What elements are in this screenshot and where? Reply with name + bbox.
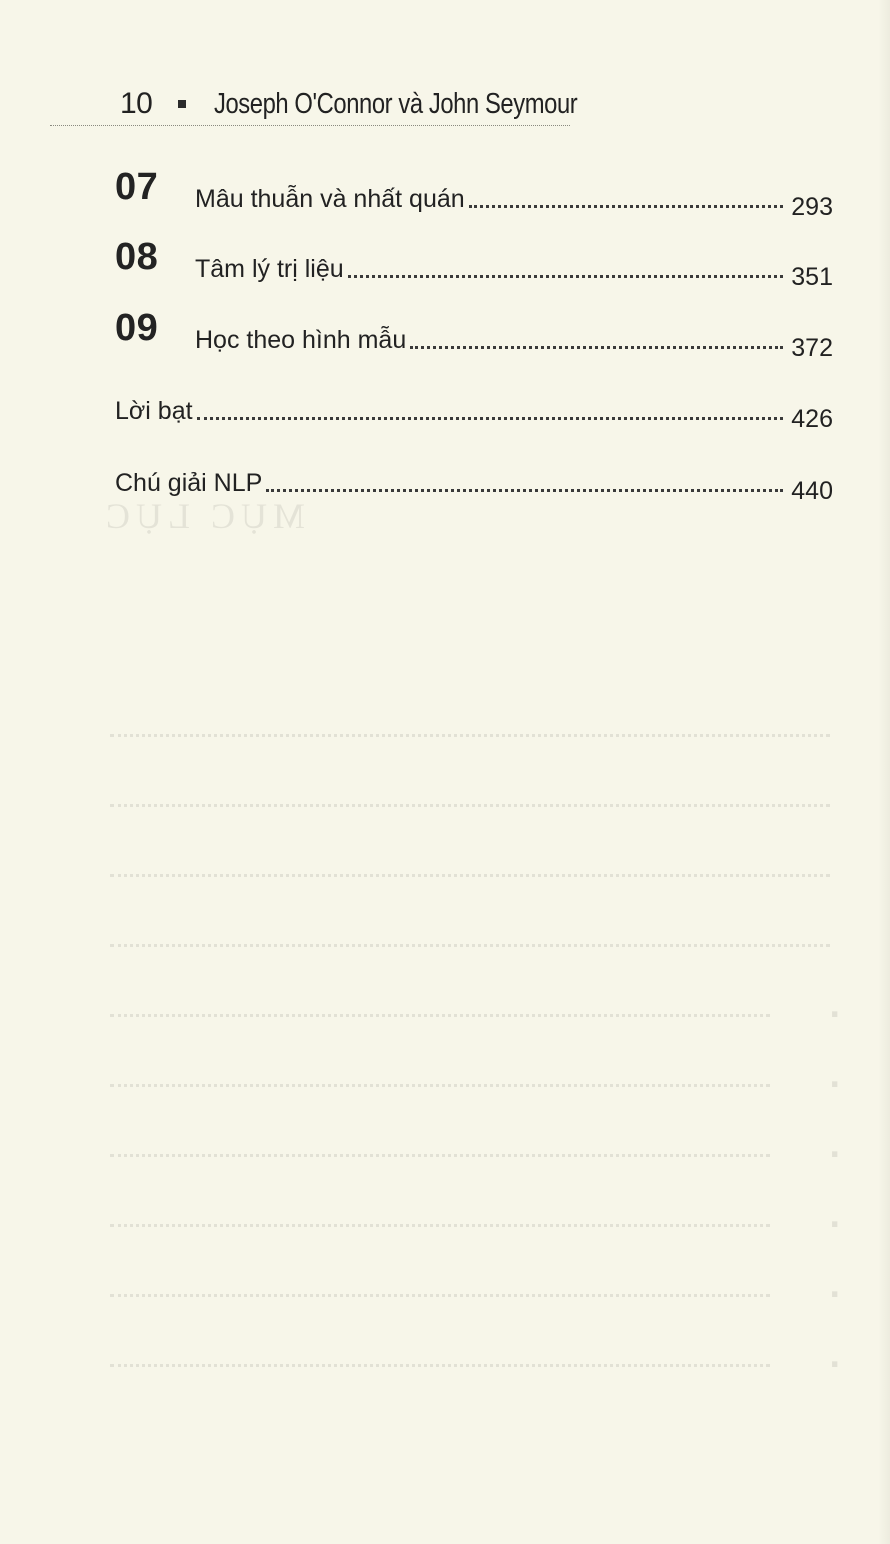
chapter-title: Tâm lý trị liệu	[195, 255, 344, 283]
section-title: Chú giải NLP	[115, 469, 263, 497]
page-reference: 372	[791, 334, 833, 362]
page-reference: 440	[791, 477, 833, 505]
toc-entry-afterword[interactable]	[115, 374, 833, 433]
toc-entry-chapter-07[interactable]	[115, 162, 833, 221]
header-divider	[50, 125, 570, 126]
toc-entry-glossary[interactable]	[115, 446, 833, 505]
dot-leader	[469, 205, 784, 208]
authors: Joseph O'Connor và John Seymour	[214, 87, 578, 120]
chapter-number: 09	[115, 307, 159, 349]
show-through-list: · · · · · ·	[100, 700, 840, 1460]
dot-leader	[266, 489, 783, 492]
page-reference: 351	[791, 263, 833, 291]
page-reference: 293	[791, 193, 833, 221]
chapter-number: 08	[115, 236, 159, 278]
dot-leader	[197, 417, 784, 420]
show-through-text: MỤC LỤC	[100, 496, 306, 536]
chapter-title: Mâu thuẫn và nhất quán	[195, 185, 465, 213]
toc-entry-chapter-08[interactable]	[115, 232, 833, 291]
chapter-number: 07	[115, 166, 159, 208]
toc-entry-chapter-09[interactable]	[115, 303, 833, 362]
running-header	[120, 84, 657, 124]
dot-leader	[410, 346, 783, 349]
dot-leader	[348, 275, 784, 278]
page-number: 10	[120, 87, 153, 120]
page-reference: 426	[791, 405, 833, 433]
page-edge-shadow	[878, 0, 890, 1544]
square-bullet-icon	[178, 100, 186, 108]
section-title: Lời bạt	[115, 397, 193, 425]
chapter-title: Học theo hình mẫu	[195, 326, 407, 354]
